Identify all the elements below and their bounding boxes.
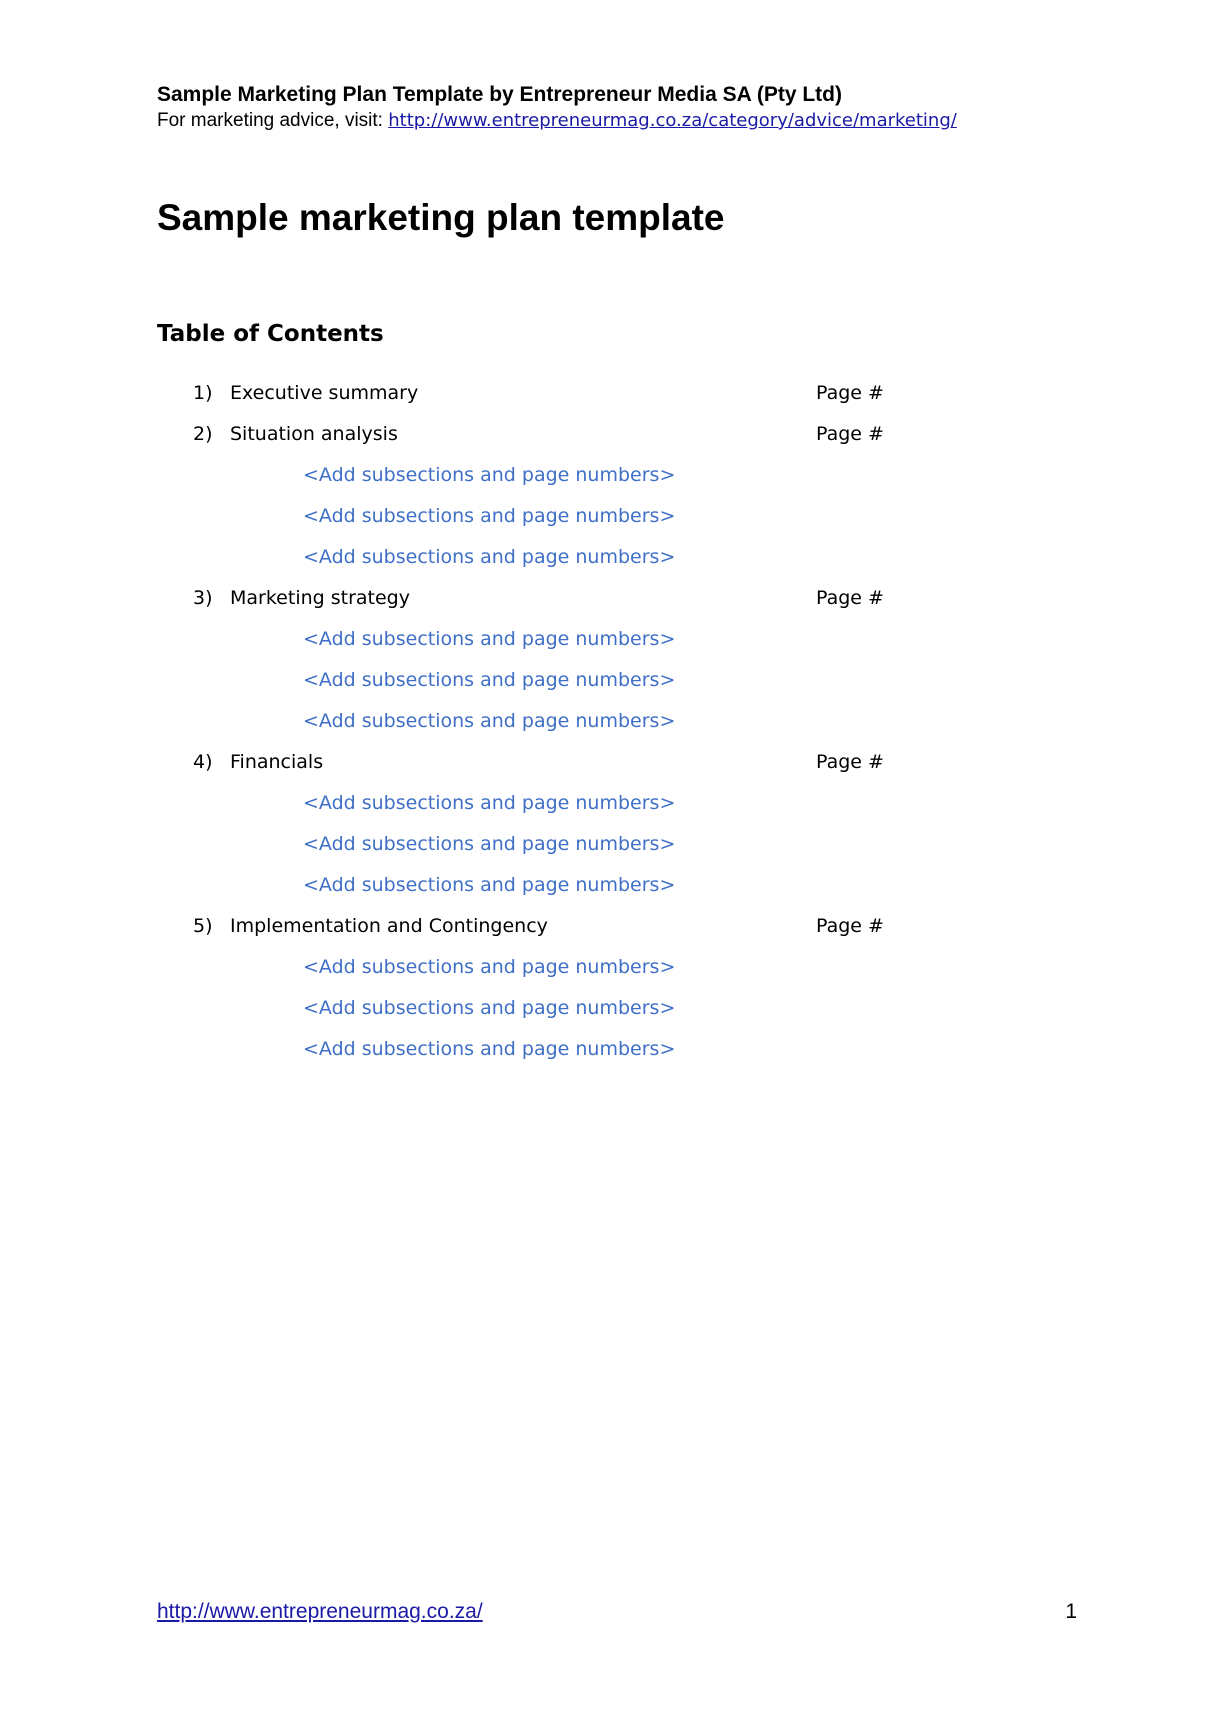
toc-subsection-placeholder: <Add subsections and page numbers>: [303, 956, 676, 978]
toc-subsection-placeholder: <Add subsections and page numbers>: [303, 464, 676, 486]
toc-subsection-row: [0, 868, 1220, 909]
header-advice-line: [157, 108, 1117, 134]
toc-subsection-row: [0, 704, 1220, 745]
toc-section-label: Financials: [230, 751, 324, 773]
toc-section-row: [0, 745, 1220, 786]
toc-section-number: 2): [193, 423, 213, 445]
marketing-advice-link[interactable]: http://www.entrepreneurmag.co.za/category/advice/marketing/: [388, 110, 957, 131]
toc-page-ref: Page #: [816, 915, 884, 937]
toc-subsection-placeholder: <Add subsections and page numbers>: [303, 792, 676, 814]
toc-subsection-row: [0, 950, 1220, 991]
toc-section-label: Marketing strategy: [230, 587, 410, 609]
page-header: [157, 82, 1117, 134]
toc-subsection-placeholder: <Add subsections and page numbers>: [303, 874, 676, 896]
toc-section-row: [0, 581, 1220, 622]
toc-subsection-placeholder: <Add subsections and page numbers>: [303, 710, 676, 732]
toc-section-label: Situation analysis: [230, 423, 398, 445]
toc-section-label: Executive summary: [230, 382, 419, 404]
toc-subsection-row: [0, 663, 1220, 704]
header-advice-text: For marketing advice, visit:: [157, 110, 389, 131]
toc-section-number: 3): [193, 587, 213, 609]
toc-section-row: [0, 376, 1220, 417]
page-number: 1: [1065, 1600, 1077, 1623]
toc-subsection-row: [0, 1032, 1220, 1073]
toc-section-number: 1): [193, 382, 213, 404]
footer-website-link[interactable]: http://www.entrepreneurmag.co.za/: [157, 1600, 483, 1623]
toc-subsection-row: [0, 786, 1220, 827]
toc-page-ref: Page #: [816, 382, 884, 404]
page-footer: [157, 1598, 1077, 1628]
toc-subsection-placeholder: <Add subsections and page numbers>: [303, 997, 676, 1019]
toc-section-label: Implementation and Contingency: [230, 915, 548, 937]
toc-page-ref: Page #: [816, 587, 884, 609]
toc-subsection-row: [0, 622, 1220, 663]
toc-subsection-row: [0, 499, 1220, 540]
toc-section-row: [0, 417, 1220, 458]
toc-subsection-placeholder: <Add subsections and page numbers>: [303, 833, 676, 855]
toc-subsection-row: [0, 540, 1220, 581]
toc-subsection-placeholder: <Add subsections and page numbers>: [303, 546, 676, 568]
header-title: Sample Marketing Plan Template by Entrepreneur Media SA (Pty Ltd): [157, 83, 842, 106]
toc-page-ref: Page #: [816, 423, 884, 445]
toc-subsection-placeholder: <Add subsections and page numbers>: [303, 669, 676, 691]
toc-section-row: [0, 909, 1220, 950]
document-title: Sample marketing plan template: [157, 197, 725, 238]
toc-section-number: 5): [193, 915, 213, 937]
table-of-contents: [0, 376, 1220, 1073]
toc-subsection-row: [0, 991, 1220, 1032]
toc-subsection-placeholder: <Add subsections and page numbers>: [303, 1038, 676, 1060]
toc-section-number: 4): [193, 751, 213, 773]
toc-page-ref: Page #: [816, 751, 884, 773]
toc-subsection-placeholder: <Add subsections and page numbers>: [303, 505, 676, 527]
toc-subsection-placeholder: <Add subsections and page numbers>: [303, 628, 676, 650]
toc-subsection-row: [0, 458, 1220, 499]
toc-subsection-row: [0, 827, 1220, 868]
toc-heading: Table of Contents: [157, 321, 384, 347]
